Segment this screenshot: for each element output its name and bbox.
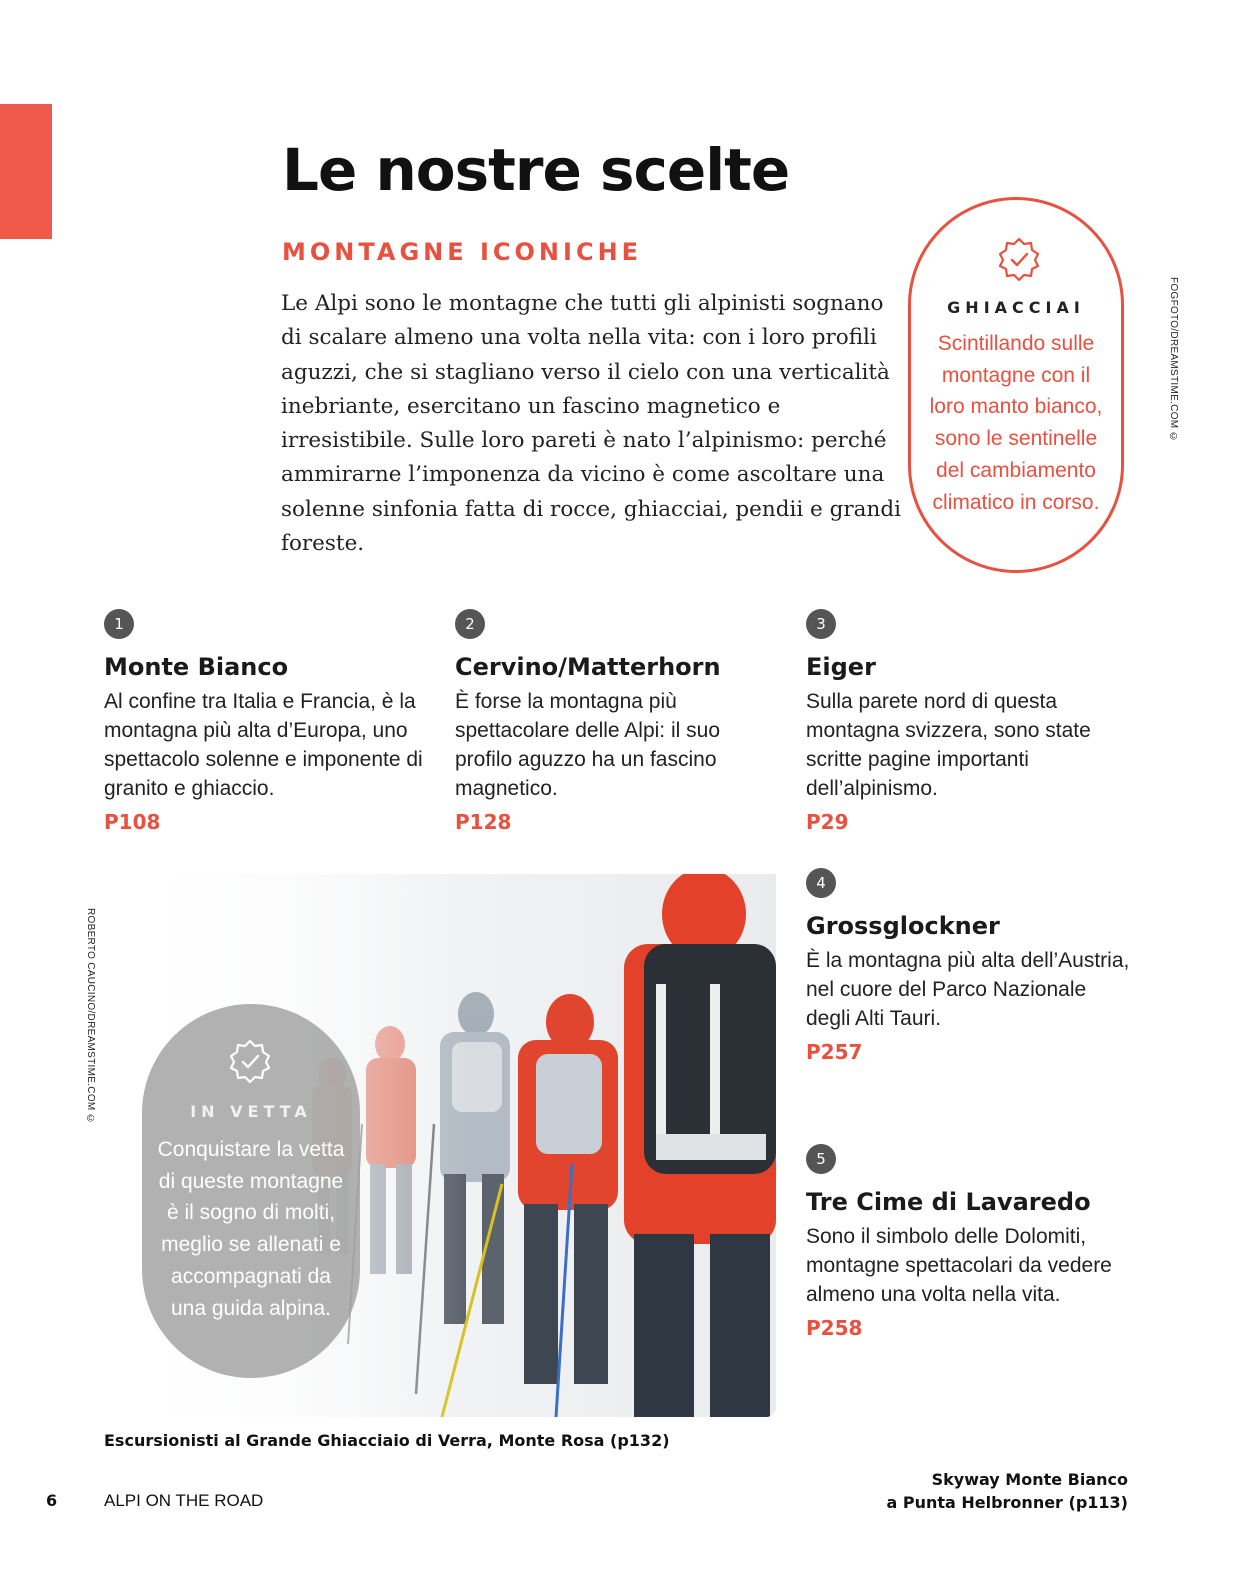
pick-item bbox=[104, 609, 424, 834]
summit-callout bbox=[142, 1004, 360, 1378]
pick-title: Grossglockner bbox=[806, 912, 1000, 940]
pick-description: Sono il simbolo delle Dolomiti, montagne spettacolari da vedere almeno una volta nella vita. bbox=[806, 1225, 1112, 1306]
pick-item bbox=[806, 1144, 1136, 1340]
pick-number: 3 bbox=[806, 609, 836, 639]
accent-tab bbox=[0, 104, 52, 239]
side-caption-line: Skyway Monte Bianco bbox=[931, 1470, 1128, 1489]
pick-page-ref: P258 bbox=[806, 1316, 863, 1340]
pick-number: 5 bbox=[806, 1144, 836, 1174]
pick-title: Cervino/Matterhorn bbox=[455, 653, 721, 681]
section-label: MONTAGNE ICONICHE bbox=[282, 238, 643, 266]
pick-page-ref: P108 bbox=[104, 810, 161, 834]
running-head: ALPI ON THE ROAD bbox=[104, 1491, 264, 1510]
pick-item bbox=[455, 609, 775, 834]
photo-caption: Escursionisti al Grande Ghiacciaio di Verra, Monte Rosa (p132) bbox=[104, 1431, 670, 1450]
glaciers-text: Scintillando sulle montagne con il loro manto bianco, sono le sentinelle del cambiamento climatico in corso. bbox=[929, 332, 1103, 514]
pick-page-ref: P257 bbox=[806, 1040, 863, 1064]
check-badge-icon bbox=[996, 236, 1042, 282]
pick-description: Al confine tra Italia e Francia, è la montagna più alta d’Europa, uno spettacolo solenne e imponente di granito e ghiaccio. bbox=[104, 690, 423, 800]
intro-paragraph: Le Alpi sono le montagne che tutti gli alpinisti sognano di scalare almeno una volta nella vita: con i loro profili aguzzi, che si stagliano verso il cielo con una verticalità inebriante, esercitano un fascino magnetico e irresistibile. Sulle loro pareti è nato l’alpinismo: perché ammirarne l’imponenza da vicino è come ascoltare una solenne sinfonia fatta di rocce, ghiacciai, pendii e grandi foreste. bbox=[281, 291, 901, 557]
pick-page-ref: P29 bbox=[806, 810, 849, 834]
pick-page-ref: P128 bbox=[455, 810, 512, 834]
photo-credit-left: ROBERTO CAUCINO/DREAMSTIME.COM © bbox=[85, 908, 96, 1125]
pick-item bbox=[806, 609, 1126, 834]
summit-heading: IN VETTA bbox=[190, 1102, 312, 1121]
page-number: 6 bbox=[46, 1491, 58, 1510]
glaciers-heading: GHIACCIAI bbox=[947, 298, 1085, 317]
photo-credit-top: FOGFOTO/DREAMSTIME.COM © bbox=[1168, 277, 1179, 443]
pick-number: 1 bbox=[104, 609, 134, 639]
pick-number: 4 bbox=[806, 868, 836, 898]
pick-title: Tre Cime di Lavaredo bbox=[806, 1188, 1091, 1216]
pick-title: Monte Bianco bbox=[104, 653, 289, 681]
pick-item bbox=[806, 868, 1136, 1064]
glaciers-callout bbox=[908, 197, 1124, 573]
pick-number: 2 bbox=[455, 609, 485, 639]
check-badge-icon bbox=[227, 1038, 273, 1084]
side-caption bbox=[886, 1468, 1128, 1514]
pick-title: Eiger bbox=[806, 653, 876, 681]
pick-description: È forse la montagna più spettacolare delle Alpi: il suo profilo aguzzo ha un fascino magnetico. bbox=[455, 690, 720, 800]
page-title: Le nostre scelte bbox=[282, 136, 790, 204]
pick-description: È la montagna più alta dell’Austria, nel cuore del Parco Nazionale degli Alti Tauri. bbox=[806, 949, 1130, 1030]
pick-description: Sulla parete nord di questa montagna svizzera, sono state scritte pagine importanti dell’alpinismo. bbox=[806, 690, 1091, 800]
summit-text: Conquistare la vetta di queste montagne è il sogno di molti, meglio se allenati e accompagnati da una guida alpina. bbox=[157, 1138, 345, 1320]
side-caption-line: a Punta Helbronner (p113) bbox=[886, 1493, 1128, 1512]
